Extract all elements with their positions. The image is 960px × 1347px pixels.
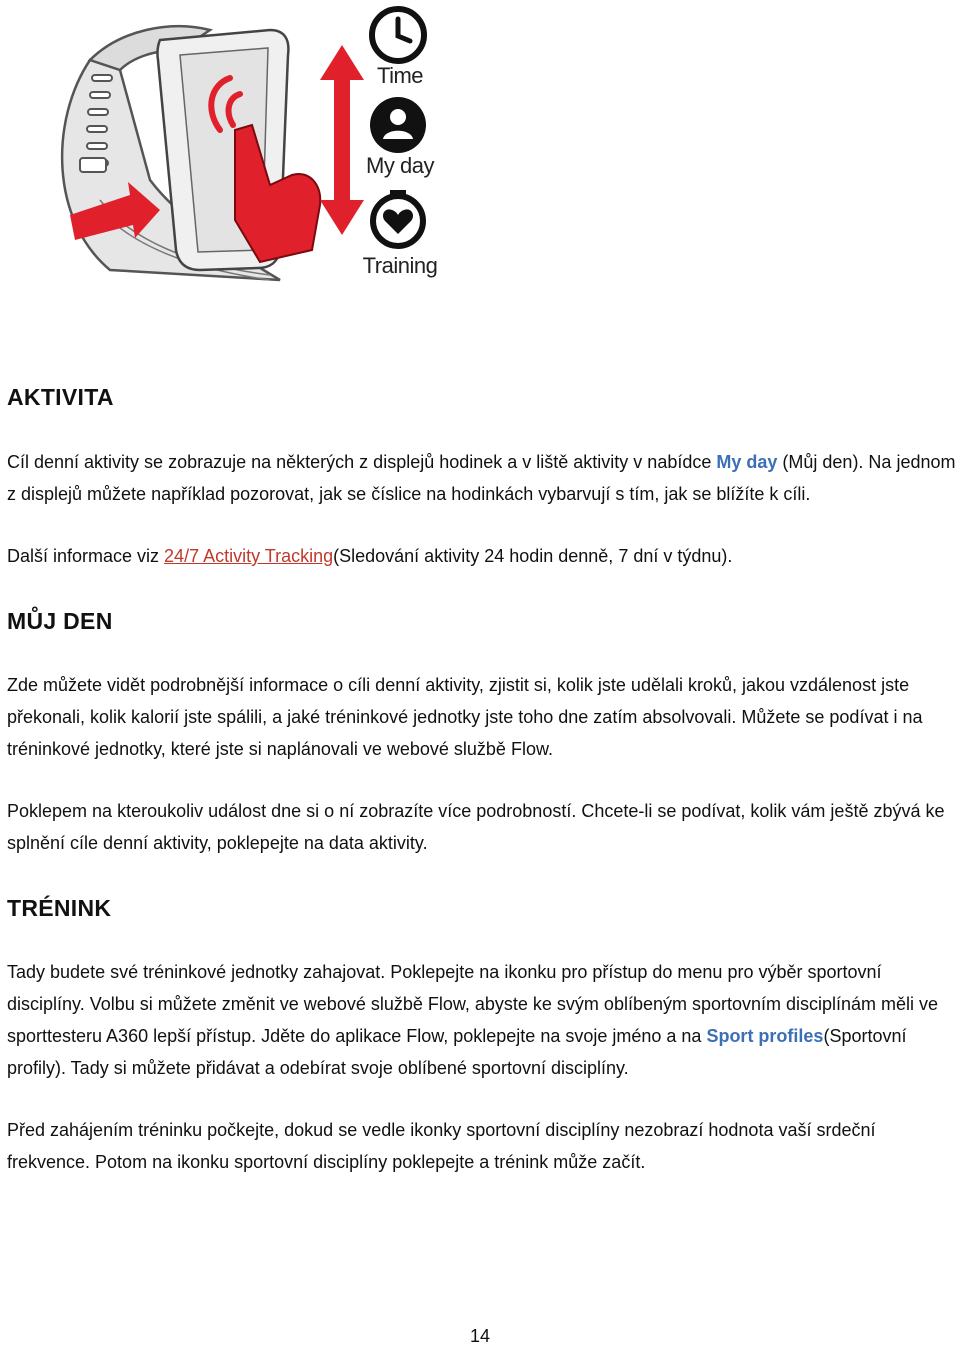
muj-den-paragraph-2: Poklepem na kteroukoliv událost dne si o ní zobrazíte více podrobností. Chcete-li se podívat, kolik vám ještě zbývá ke splnění cíle denní aktivity, poklepejte na data aktivity. xyxy=(7,801,945,853)
section-heading-muj-den: MŮJ DEN xyxy=(7,608,113,634)
aktivita-paragraph-1: Cíl denní aktivity se zobrazuje na některých z displejů hodinek a v liště aktivity v nabídce My day (Můj den). Na jednom z displejů můžete například pozorovat, jak se číslice na hodinkách vybarvují s tím, jak se blížíte k cíli. xyxy=(7,452,956,504)
sport-profiles-link[interactable]: Sport profiles xyxy=(706,1026,824,1046)
clock-icon xyxy=(368,5,428,65)
document-body xyxy=(7,378,960,1178)
my-day-label: My day xyxy=(366,153,434,178)
muj-den-paragraph-1: Zde můžete vidět podrobnější informace o cíli denní aktivity, zjistit si, kolik jste udělali kroků, jakou vzdálenost jste překonali, kolik kalorií jste spálili, a jaké tréninkové jednotky jste toho dne zatím absolvovali. Můžete se podívat i na tréninkové jednotky, které jste si naplánovali ve webové službě Flow. xyxy=(7,675,923,759)
time-label: Time xyxy=(376,63,424,88)
heart-icon xyxy=(368,188,428,250)
training-label: Training xyxy=(362,253,438,278)
section-heading-aktivita: AKTIVITA xyxy=(7,384,114,410)
person-icon xyxy=(368,95,428,155)
page-number: 14 xyxy=(469,1326,491,1346)
section-heading-trenink: TRÉNINK xyxy=(7,895,112,921)
trenink-paragraph-2: Před zahájením tréninku počkejte, dokud se vedle ikonky sportovní disciplíny nezobrazí hodnota vaší srdeční frekvence. Potom na ikonku sportovní disciplíny poklepejte a trénink může začít. xyxy=(7,1120,876,1172)
activity-tracking-link[interactable]: 24/7 Activity Tracking xyxy=(164,546,334,566)
menu-icon-column xyxy=(355,0,445,295)
aktivita-paragraph-2: Další informace viz 24/7 Activity Tracking(Sledování aktivity 24 hodin denně, 7 dní v týdnu). xyxy=(7,546,733,566)
trenink-paragraph-1: Tady budete své tréninkové jednotky zahajovat. Poklepejte na ikonku pro přístup do menu pro výběr sportovní disciplíny. Volbu si můžete změnit ve webové službě Flow, abyste ke svým oblíbeným sportovním disciplínám měli ve sporttesteru A360 lepší přístup. Jděte do aplikace Flow, poklepejte na svoje jméno a na Sport profiles(Sportovní profily). Tady si můžete přidávat a odebírat svoje oblíbené sportovní disciplíny. xyxy=(7,962,939,1078)
my-day-link[interactable]: My day xyxy=(716,452,778,472)
